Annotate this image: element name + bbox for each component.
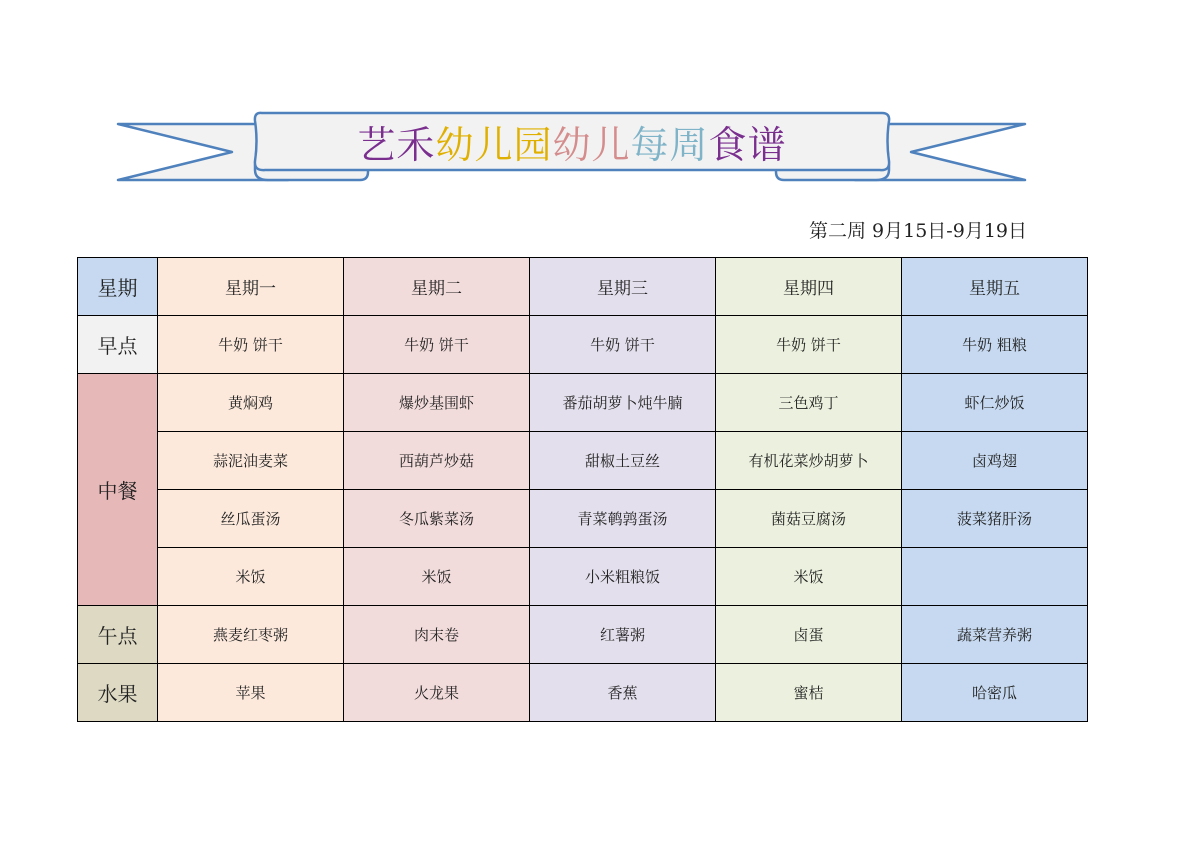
menu-cell: 燕麦红枣粥 bbox=[158, 606, 344, 664]
menu-cell: 丝瓜蛋汤 bbox=[158, 490, 344, 548]
menu-cell: 三色鸡丁 bbox=[716, 374, 902, 432]
menu-cell: 青菜鹌鹑蛋汤 bbox=[530, 490, 716, 548]
menu-cell: 卤蛋 bbox=[716, 606, 902, 664]
day-header: 星期一 bbox=[158, 258, 344, 316]
menu-cell: 苹果 bbox=[158, 664, 344, 722]
menu-cell: 蒜泥油麦菜 bbox=[158, 432, 344, 490]
lunch-row bbox=[78, 548, 1088, 606]
menu-cell: 黄焖鸡 bbox=[158, 374, 344, 432]
week-date-range: 第二周 9月15日-9月19日 bbox=[809, 220, 1027, 242]
lunch-row bbox=[78, 490, 1088, 548]
menu-cell: 西葫芦炒菇 bbox=[344, 432, 530, 490]
menu-cell: 冬瓜紫菜汤 bbox=[344, 490, 530, 548]
menu-cell: 卤鸡翅 bbox=[902, 432, 1088, 490]
lunch-row bbox=[78, 374, 1088, 432]
menu-cell: 火龙果 bbox=[344, 664, 530, 722]
menu-cell: 米饭 bbox=[716, 548, 902, 606]
corner-header: 星期 bbox=[78, 258, 158, 316]
title-char: 儿 bbox=[474, 122, 514, 167]
menu-cell: 番茄胡萝卜炖牛腩 bbox=[530, 374, 716, 432]
menu-cell: 菌菇豆腐汤 bbox=[716, 490, 902, 548]
menu-cell: 牛奶 饼干 bbox=[530, 316, 716, 374]
menu-cell: 米饭 bbox=[344, 548, 530, 606]
row-header: 午点 bbox=[78, 606, 158, 664]
title-char: 艺 bbox=[357, 122, 397, 167]
title-char: 幼 bbox=[552, 122, 592, 167]
menu-cell: 哈密瓜 bbox=[902, 664, 1088, 722]
title-char: 禾 bbox=[396, 122, 436, 167]
title-char: 儿 bbox=[591, 122, 631, 167]
snack-row bbox=[78, 606, 1088, 664]
title-char: 食 bbox=[708, 122, 748, 167]
title-char: 周 bbox=[669, 122, 709, 167]
menu-cell: 蜜桔 bbox=[716, 664, 902, 722]
menu-cell: 牛奶 饼干 bbox=[716, 316, 902, 374]
menu-cell bbox=[902, 548, 1088, 606]
menu-cell: 牛奶 饼干 bbox=[344, 316, 530, 374]
lunch-row bbox=[78, 432, 1088, 490]
menu-cell: 虾仁炒饭 bbox=[902, 374, 1088, 432]
menu-cell: 红薯粥 bbox=[530, 606, 716, 664]
day-header: 星期三 bbox=[530, 258, 716, 316]
menu-cell: 蔬菜营养粥 bbox=[902, 606, 1088, 664]
day-header: 星期二 bbox=[344, 258, 530, 316]
row-header: 水果 bbox=[78, 664, 158, 722]
title-char: 谱 bbox=[747, 122, 787, 167]
day-header: 星期四 bbox=[716, 258, 902, 316]
title-char: 幼 bbox=[435, 122, 475, 167]
row-header: 中餐 bbox=[78, 374, 158, 606]
menu-cell: 菠菜猪肝汤 bbox=[902, 490, 1088, 548]
menu-cell: 小米粗粮饭 bbox=[530, 548, 716, 606]
menu-cell: 爆炒基围虾 bbox=[344, 374, 530, 432]
menu-cell: 牛奶 粗粮 bbox=[902, 316, 1088, 374]
header-row bbox=[78, 258, 1088, 316]
breakfast-row bbox=[78, 316, 1088, 374]
row-header: 早点 bbox=[78, 316, 158, 374]
title-char: 每 bbox=[630, 122, 670, 167]
menu-cell: 甜椒土豆丝 bbox=[530, 432, 716, 490]
title-char: 园 bbox=[513, 122, 553, 167]
menu-cell: 肉末卷 bbox=[344, 606, 530, 664]
menu-cell: 有机花菜炒胡萝卜 bbox=[716, 432, 902, 490]
weekly-menu-table bbox=[77, 257, 1088, 722]
fruit-row bbox=[78, 664, 1088, 722]
menu-cell: 米饭 bbox=[158, 548, 344, 606]
menu-cell: 香蕉 bbox=[530, 664, 716, 722]
menu-cell: 牛奶 饼干 bbox=[158, 316, 344, 374]
title-banner bbox=[0, 0, 1195, 200]
page-title bbox=[255, 114, 889, 168]
day-header: 星期五 bbox=[902, 258, 1088, 316]
